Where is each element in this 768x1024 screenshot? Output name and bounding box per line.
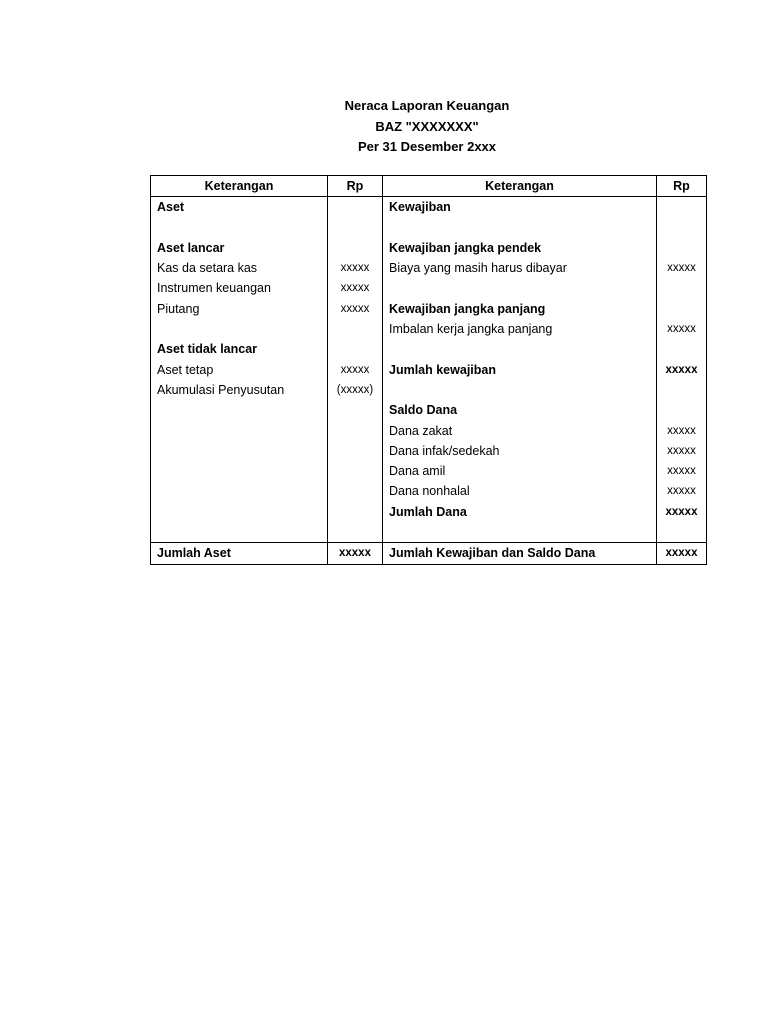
table-row bbox=[151, 238, 707, 258]
column-header-left-description: Keterangan bbox=[151, 176, 328, 197]
left-label: Akumulasi Penyusutan bbox=[151, 380, 328, 400]
left-amount bbox=[328, 218, 383, 238]
total-assets-amount: xxxxx bbox=[328, 543, 383, 564]
table-row bbox=[151, 441, 707, 461]
left-amount: xxxxx bbox=[328, 299, 383, 319]
table-row bbox=[151, 197, 707, 218]
left-amount bbox=[328, 461, 383, 481]
right-amount bbox=[657, 278, 707, 298]
right-amount: xxxxx bbox=[657, 502, 707, 522]
left-label bbox=[151, 218, 328, 238]
right-amount: xxxxx bbox=[657, 461, 707, 481]
table-row bbox=[151, 299, 707, 319]
left-label bbox=[151, 481, 328, 501]
left-label bbox=[151, 441, 328, 461]
table-row bbox=[151, 380, 707, 400]
left-label: Aset bbox=[151, 197, 328, 218]
table-row bbox=[151, 278, 707, 298]
right-label bbox=[383, 380, 657, 400]
table-row bbox=[151, 421, 707, 441]
left-label bbox=[151, 461, 328, 481]
report-period: Per 31 Desember 2xxx bbox=[357, 139, 497, 154]
right-amount bbox=[657, 197, 707, 218]
right-label: Dana amil bbox=[383, 461, 657, 481]
left-label bbox=[151, 421, 328, 441]
left-label: Piutang bbox=[151, 299, 328, 319]
column-header-right-amount: Rp bbox=[657, 176, 707, 197]
left-label bbox=[151, 319, 328, 339]
right-label: Kewajiban jangka panjang bbox=[383, 299, 657, 319]
left-amount bbox=[328, 238, 383, 258]
right-amount bbox=[657, 400, 707, 420]
table-row bbox=[151, 339, 707, 359]
left-amount: xxxxx bbox=[328, 258, 383, 278]
right-amount: xxxxx bbox=[657, 360, 707, 380]
table-row bbox=[151, 319, 707, 339]
right-amount bbox=[657, 522, 707, 543]
right-label: Jumlah Dana bbox=[383, 502, 657, 522]
left-label: Aset tetap bbox=[151, 360, 328, 380]
table-row bbox=[151, 522, 707, 543]
right-label: Jumlah kewajiban bbox=[383, 360, 657, 380]
right-amount bbox=[657, 238, 707, 258]
balance-sheet-table bbox=[150, 175, 707, 565]
right-label: Dana infak/sedekah bbox=[383, 441, 657, 461]
right-label: Kewajiban jangka pendek bbox=[383, 238, 657, 258]
table-row bbox=[151, 258, 707, 278]
right-label: Saldo Dana bbox=[383, 400, 657, 420]
left-amount bbox=[328, 339, 383, 359]
left-amount bbox=[328, 522, 383, 543]
left-amount bbox=[328, 319, 383, 339]
left-amount: xxxxx bbox=[328, 278, 383, 298]
right-label: Dana zakat bbox=[383, 421, 657, 441]
table-row bbox=[151, 360, 707, 380]
right-label bbox=[383, 218, 657, 238]
right-amount: xxxxx bbox=[657, 319, 707, 339]
left-amount bbox=[328, 481, 383, 501]
entity-name: BAZ "XXXXXXX" bbox=[375, 118, 479, 134]
right-label bbox=[383, 339, 657, 359]
left-label bbox=[151, 400, 328, 420]
report-heading bbox=[0, 96, 768, 158]
right-label bbox=[383, 522, 657, 543]
left-amount bbox=[328, 421, 383, 441]
left-amount bbox=[328, 400, 383, 420]
table-row bbox=[151, 502, 707, 522]
right-amount bbox=[657, 380, 707, 400]
right-amount bbox=[657, 218, 707, 238]
left-amount: xxxxx bbox=[328, 360, 383, 380]
report-title: Neraca Laporan Keuangan bbox=[344, 98, 510, 113]
right-label: Biaya yang masih harus dibayar bbox=[383, 258, 657, 278]
right-amount: xxxxx bbox=[657, 441, 707, 461]
column-header-right-description: Keterangan bbox=[383, 176, 657, 197]
right-label: Dana nonhalal bbox=[383, 481, 657, 501]
total-liabilities-funds-label: Jumlah Kewajiban dan Saldo Dana bbox=[383, 543, 657, 564]
right-amount bbox=[657, 339, 707, 359]
table-row bbox=[151, 218, 707, 238]
right-label: Imbalan kerja jangka panjang bbox=[383, 319, 657, 339]
left-amount bbox=[328, 502, 383, 522]
left-amount: (xxxxx) bbox=[328, 380, 383, 400]
column-header-left-amount: Rp bbox=[328, 176, 383, 197]
left-label: Kas da setara kas bbox=[151, 258, 328, 278]
left-label: Instrumen keuangan bbox=[151, 278, 328, 298]
right-amount: xxxxx bbox=[657, 481, 707, 501]
left-label: Aset tidak lancar bbox=[151, 339, 328, 359]
total-liabilities-funds-amount: xxxxx bbox=[657, 543, 707, 564]
table-row bbox=[151, 400, 707, 420]
right-label: Kewajiban bbox=[383, 197, 657, 218]
left-label bbox=[151, 522, 328, 543]
right-amount: xxxxx bbox=[657, 421, 707, 441]
left-label bbox=[151, 502, 328, 522]
right-amount: xxxxx bbox=[657, 258, 707, 278]
left-amount bbox=[328, 197, 383, 218]
total-assets-label: Jumlah Aset bbox=[151, 543, 328, 564]
left-label: Aset lancar bbox=[151, 238, 328, 258]
left-amount bbox=[328, 441, 383, 461]
totals-row bbox=[151, 543, 707, 564]
right-amount bbox=[657, 299, 707, 319]
right-label bbox=[383, 278, 657, 298]
table-row bbox=[151, 481, 707, 501]
table-row bbox=[151, 461, 707, 481]
table-header-row bbox=[151, 176, 707, 197]
